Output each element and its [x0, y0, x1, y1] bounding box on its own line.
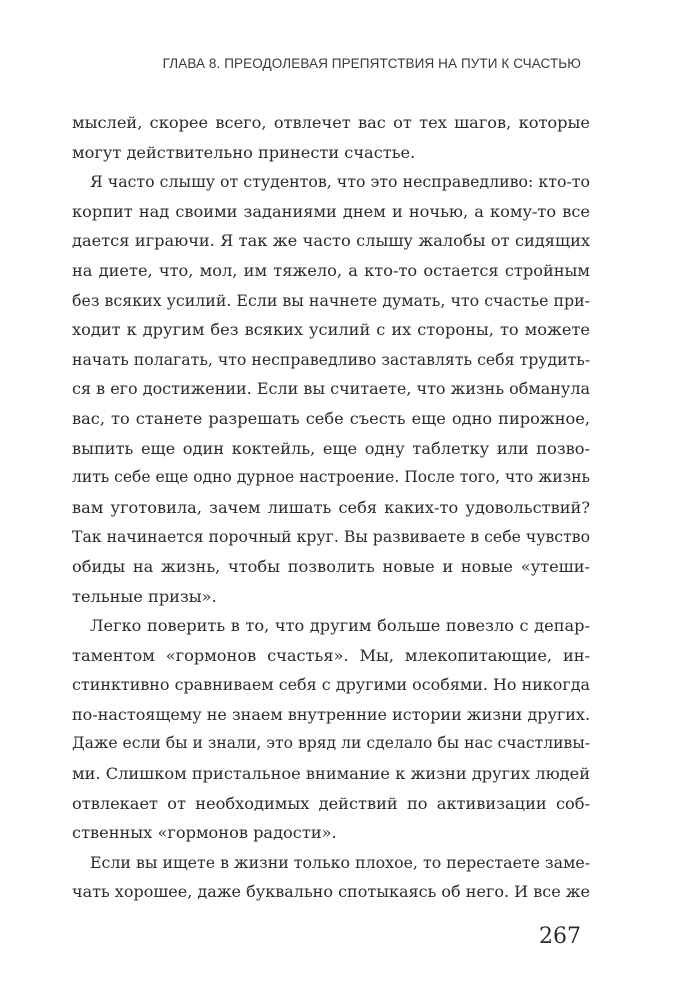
text-line: ственных «гормонов радости». [72, 823, 337, 843]
text-line: Даже если бы и знали, это вряд ли сделало бы нас счастливы- [72, 734, 590, 753]
text-line: тельные призы». [72, 586, 217, 606]
page-number: 267 [539, 924, 581, 949]
text-line: на диете, что, мол, им тяжело, а кто-то остается стройным [72, 260, 590, 280]
text-line: Если вы ищете в жизни только плохое, то перестаете заме- [90, 852, 591, 872]
running-header: ГЛАВА 8. ПРЕОДОЛЕВАЯ ПРЕПЯТСТВИЯ НА ПУТИ К СЧАСТЬЮ [162, 56, 581, 71]
text-line: вас, то станете разрешать себе съесть еще одно пирожное, [72, 408, 590, 428]
body-text [72, 108, 590, 907]
text-line: без всяких усилий. Если вы начнете думать, что счастье при- [72, 290, 590, 310]
paragraph [72, 848, 590, 907]
text-line: Так начинается порочный круг. Вы развиваете в себе чувство [72, 527, 591, 547]
text-line: могут действительно принести счастье. [72, 142, 416, 162]
text-line: ся в его достижении. Если вы считаете, что жизнь обманула [72, 379, 590, 399]
text-line: отвлекает от необходимых действий по активизации соб- [72, 793, 590, 813]
text-line: чать хорошее, даже буквально спотыкаясь об него. И все же [72, 882, 590, 902]
text-line: Легко поверить в то, что другим больше повезло с депар- [90, 616, 590, 636]
paragraph [72, 611, 590, 848]
paragraph [72, 167, 590, 611]
text-line: ми. Слишком пристальное внимание к жизни других людей [72, 764, 590, 784]
text-line: таментом «гормонов счастья». Мы, млекопитающие, ин- [72, 645, 590, 665]
text-line: стинктивно сравниваем себя с другими особями. Но никогда [72, 675, 590, 695]
text-line: вам уготовила, зачем лишать себя каких-то удовольствий? [72, 497, 590, 517]
paragraph [72, 108, 590, 167]
text-line: лить себе еще одно дурное настроение. После того, что жизнь [72, 468, 590, 487]
text-line: ходит к другим без всяких усилий с их стороны, то можете [72, 320, 590, 340]
text-line: корпит над своими заданиями днем и ночью, а кому-то все [72, 201, 590, 221]
text-line: начать полагать, что несправедливо заставлять себя трудить- [72, 349, 591, 369]
text-line: выпить еще один коктейль, еще одну таблетку или позво- [72, 438, 590, 458]
text-line: обиды на жизнь, чтобы позволить новые и новые «утеши- [72, 556, 590, 576]
text-line: дается играючи. Я так же часто слышу жалобы от сидящих [72, 231, 590, 251]
text-line: по-настоящему не знаем внутренние истории жизни других. [72, 704, 591, 724]
text-line: мыслей, скорее всего, отвлечет вас от тех шагов, которые [72, 113, 590, 132]
text-line: Я часто слышу от студентов, что это несправедливо: кто-то [90, 172, 590, 192]
